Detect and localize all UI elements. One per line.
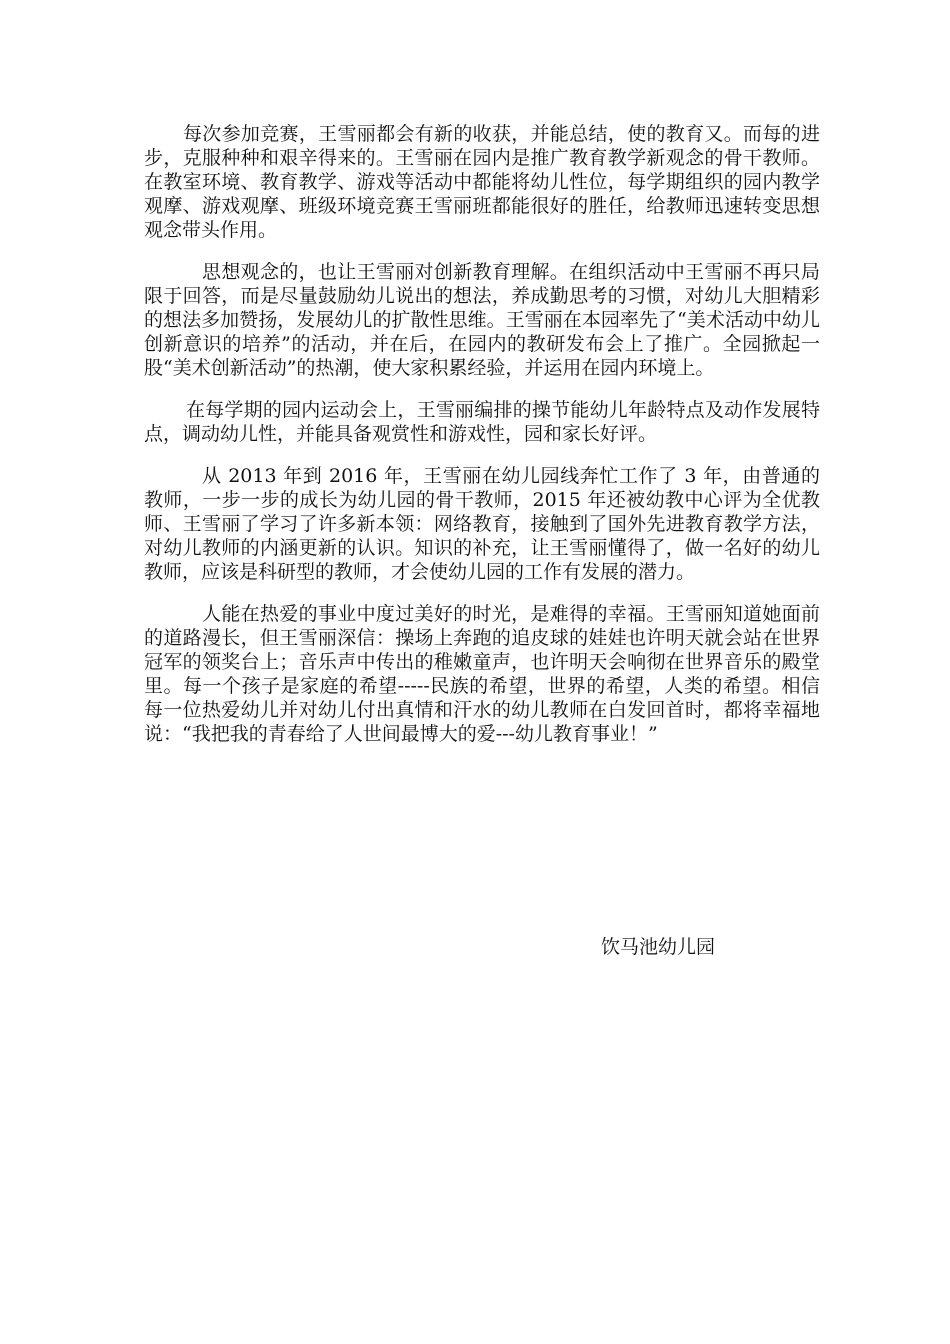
paragraph-1: 每次参加竞赛，王雪丽都会有新的收获，并能总结，使的教育又。而每的进步，克服种种和艰辛得来的。王雪丽在园内是推广教育教学新观念的骨干教师。在教室环境、教育教学、游戏等活动中都能将幼儿性位，每学期组织的园内教学观摩、游戏观摩、班级环境竞赛王雪丽班都能很好的胜任，给教师迅速转变思想观念带头作用。 xyxy=(144,123,820,241)
document-body xyxy=(144,122,820,746)
signature: 饮马池幼儿园 xyxy=(601,936,716,958)
paragraph-3: 在每学期的园内运动会上，王雪丽编排的操节能幼儿年龄特点及动作发展特点，调动幼儿性，并能具备观赏性和游戏性，园和家长好评。 xyxy=(144,399,820,445)
paragraph-4: 从 2013 年到 2016 年，王雪丽在幼儿园线奔忙工作了 3 年，由普通的教师，一步一步的成长为幼儿园的骨干教师，2015 年还被幼教中心评为全优教师、王雪丽了学习了许多新本领：网络教育，接触到了国外先进教育教学方法，对幼儿教师的内涵更新的认识。知识的补充，让王雪丽懂得了，做一名好的幼儿教师，应该是科研型的教师，才会使幼儿园的工作有发展的潜力。 xyxy=(144,465,820,583)
paragraph-5: 人能在热爱的事业中度过美好的时光，是难得的幸福。王雪丽知道她面前的道路漫长，但王雪丽深信：操场上奔跑的追皮球的娃娃也许明天就会站在世界冠军的领奖台上；音乐声中传出的稚嫩童声，也许明天会响彻在世界音乐的殿堂里。每一个孩子是家庭的希望-----民族的希望，世界的希望，人类的希望。相信每一位热爱幼儿并对幼儿付出真情和汗水的幼儿教师在白发回首时，都将幸福地说：“我把我的青春给了人世间最博大的爱---幼儿教育事业！” xyxy=(144,603,820,745)
paragraph-2: 思想观念的，也让王雪丽对创新教育理解。在组织活动中王雪丽不再只局限于回答，而是尽量鼓励幼儿说出的想法，养成勤思考的习惯，对幼儿大胆精彩的想法多加赞扬，发展幼儿的扩散性思维。王雪丽在本园率先了“美术活动中幼儿创新意识的培养”的活动，并在后，在园内的教研发布会上了推广。全园掀起一股“美术创新活动”的热潮，使大家积累经验，并运用在园内环境上。 xyxy=(144,261,820,379)
